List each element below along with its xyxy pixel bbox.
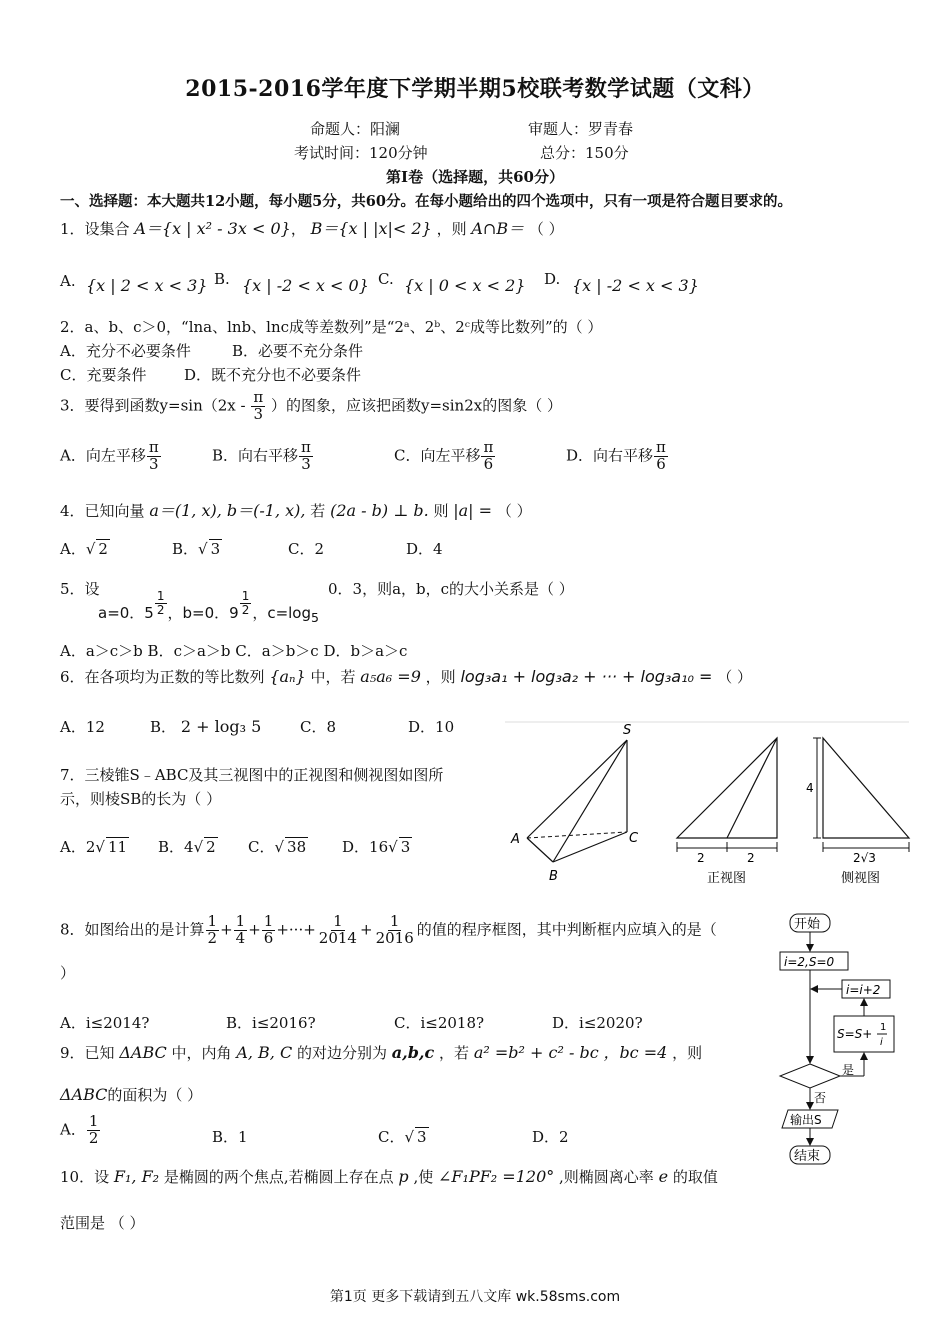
flowchart	[772, 910, 902, 1170]
q9-option-c: C．√ 3	[378, 1128, 427, 1146]
q8-option-b: B．i≤2016?	[226, 1014, 316, 1032]
q7-line-1: 7．三棱锥S﹣ABC及其三视图中的正视图和侧视图如图所	[60, 766, 444, 784]
q5-options: A．a＞c＞b B．c＞a＞b C．a＞b＞c D．b＞a＞c	[60, 642, 408, 660]
side-view	[823, 738, 909, 838]
exam-time: 考试时间：120分钟	[294, 144, 428, 162]
reviewer: 审题人：罗青春	[528, 120, 634, 138]
q3-option-b: B．向右平移 $\frac{\pi}{3}$	[212, 438, 311, 473]
svg-text:否: 否	[814, 1091, 827, 1105]
question-2: 2．a、b、c＞0，“lna、lnb、lnc成等差数列”是“2ᵃ、2ᵇ、2ᶜ成等比数列”的（ ）	[60, 318, 603, 336]
q4-option-b: B．√ 3	[172, 540, 221, 558]
label-c: C	[629, 831, 639, 846]
q2-option-a: A．充分不必要条件	[60, 342, 191, 360]
q5-values: a=0．5 $^{\frac{1}{2}}$ ，b=0．9 $^{\frac{1}{2}}$ ，$c=\log_5$	[98, 589, 319, 625]
q1-paren: （ ）	[528, 220, 564, 238]
q5-tail: 0．3，则a，b，c的大小关系是（ ）	[328, 580, 574, 598]
q7-option-c: C．√ 38	[248, 838, 307, 856]
q4-option-d: D．4	[406, 540, 443, 558]
q7-option-a: A．2√ 11	[60, 838, 128, 856]
front-width-1: 2	[697, 851, 705, 865]
q3-option-c: C．向左平移 $\frac{\pi}{6}$	[394, 438, 494, 473]
q7-option-b: B．4√ 2	[158, 838, 216, 856]
q8-option-d: D．i≤2020?	[552, 1014, 643, 1032]
q4-abs-a: |a| =	[453, 501, 493, 520]
section-heading: 第Ⅰ卷（选择题，共60分）	[386, 168, 564, 186]
figure-pyramid-views	[505, 718, 915, 888]
side-width: 2√3	[853, 851, 876, 865]
q1-option-b: {x | -2 < x < 0}	[242, 276, 369, 295]
label-b: B	[549, 869, 558, 884]
q3-option-a: A．向左平移 $\frac{\pi}{3}$	[60, 438, 159, 473]
q1-expr: A∩B＝	[471, 219, 525, 238]
svg-text:i: i	[880, 1037, 883, 1048]
q5-stem: 5．设	[60, 580, 100, 598]
question-4: 4．已知向量 a＝(1, x), b＝(-1, x), 若 (2a - b) ⊥ b. 则 |a| = （ ）	[60, 501, 532, 520]
svg-text:输出S: 输出S	[790, 1113, 822, 1127]
q1-option-c-label: C.	[378, 270, 394, 288]
flow-decision	[780, 1064, 840, 1088]
q4-option-c: C．2	[288, 540, 325, 558]
question-9: 9．已知 ΔABC 中，内角 A, B, C 的对边分别为 a,b,c ，若 a² =b² + c² - bc ，bc =4 ，则	[60, 1043, 703, 1062]
q1-option-a-label: A.	[60, 272, 76, 290]
q6-option-a: A．12	[60, 718, 105, 736]
q3-stem-1: 3．要得到函数y=sin（2x -	[60, 396, 246, 415]
q1-ask: ，则	[436, 220, 467, 238]
q1-option-b-label: B.	[214, 270, 230, 288]
q8-option-a: A．i≤2014?	[60, 1014, 150, 1032]
front-width-2: 2	[747, 851, 755, 865]
q3-stem-2: ）的图象，应该把函数y=sin2x的图象（ ）	[271, 396, 562, 415]
svg-text:i=i+2: i=i+2	[846, 983, 881, 997]
side-height: 4	[806, 781, 814, 795]
q1-option-c: {x | 0 < x < 2}	[404, 276, 526, 295]
q1-stem: 1．设集合	[60, 220, 130, 238]
svg-text:开始: 开始	[794, 917, 821, 932]
total-score: 总分：150分	[540, 144, 629, 162]
question-3	[60, 390, 562, 423]
front-view	[677, 738, 777, 838]
front-view-label: 正视图	[707, 871, 747, 886]
q1-set-a: A＝{x | x² - 3x < 0}	[134, 219, 291, 238]
question-6: 6．在各项均为正数的等比数列 {aₙ} 中，若 a₅a₆ =9 ，则 log₃a₁ + log₃a₂ + ··· + log₃a₁₀ = （ ）	[60, 667, 752, 686]
q6-option-c: C．8	[300, 718, 337, 736]
side-view-label: 侧视图	[841, 871, 881, 886]
q2-option-c: C．充要条件	[60, 366, 147, 384]
question-8: 8．如图给出的是计算 $\frac{1}{2}$ + $\frac{1}{4}$ + $\frac{1}{6}$ +···+ $\frac{1}{2014}$ + $\frac{1}{2016}$ 的值的程序框图，其中判断框内应填入的是（	[60, 912, 717, 947]
question-1: 1．设集合 A＝{x | x² - 3x < 0}， B＝{x | |x|< 2} ，则 A∩B＝ （ ）	[60, 219, 564, 238]
svg-text:S=S+: S=S+	[837, 1027, 873, 1041]
q4-condition: (2a - b) ⊥ b.	[330, 501, 429, 520]
q2-option-b: B．必要不充分条件	[232, 342, 364, 360]
q8-line-2: ）	[60, 964, 76, 982]
instruction: 一、选择题：本大题共12小题，每小题5分，共60分。在每小题给出的四个选项中，只有一项是符合题目要求的。	[60, 193, 792, 210]
q1-set-b: B＝{x | |x|< 2}	[310, 219, 432, 238]
label-s: S	[623, 723, 632, 738]
page-title: 2015-2016学年度下学期半期5校联考数学试题（文科）	[185, 76, 765, 102]
svg-text:结束: 结束	[794, 1149, 821, 1164]
q3-pi-over-3: $\frac{\pi}{3}$	[253, 388, 264, 423]
svg-text:i=2,S=0: i=2,S=0	[784, 955, 835, 969]
setter: 命题人：阳澜	[310, 120, 401, 138]
q9-option-b: B．1	[212, 1128, 248, 1146]
q8-option-c: C．i≤2018?	[394, 1014, 485, 1032]
q4-option-a: A．√ 2	[60, 540, 108, 558]
q9-option-d: D．2	[532, 1128, 569, 1146]
q7-line-2: 示，则棱SB的长为（ ）	[60, 790, 222, 808]
svg-text:1: 1	[880, 1022, 887, 1033]
q9-line-2: ΔABC的面积为（ ）	[60, 1085, 203, 1104]
q1-option-a: {x | 2 < x < 3}	[86, 276, 208, 295]
q6-option-b: B． 2 + log₃ 5	[150, 717, 262, 736]
label-a: A	[511, 832, 520, 847]
q1-option-d-label: D.	[544, 270, 561, 288]
q6-log-sum: log₃a₁ + log₃a₂ + ··· + log₃a₁₀ =	[460, 667, 713, 686]
q6-option-d: D．10	[408, 718, 455, 736]
q2-option-d: D．既不充分也不必要条件	[184, 366, 362, 384]
q7-option-d: D．16√ 3	[342, 838, 411, 856]
q4-vectors: a＝(1, x), b＝(-1, x),	[149, 501, 306, 520]
q9-option-a: A． $\frac{1}{2}$	[60, 1112, 99, 1147]
page-footer: 第1页 更多下载请到五八文库 wk.58sms.com	[329, 1289, 621, 1305]
q10-line-2: 范围是 （ ）	[60, 1214, 145, 1232]
svg-text:是: 是	[842, 1063, 855, 1077]
q3-option-d: D．向右平移 $\frac{\pi}{6}$	[566, 438, 666, 473]
question-10: 10．设 F₁, F₂ 是椭圆的两个焦点,若椭圆上存在点 p ,使 ∠F₁PF₂ =120° ,则椭圆离心率 e 的取值	[60, 1167, 718, 1186]
q1-option-d: {x | -2 < x < 3}	[572, 276, 699, 295]
